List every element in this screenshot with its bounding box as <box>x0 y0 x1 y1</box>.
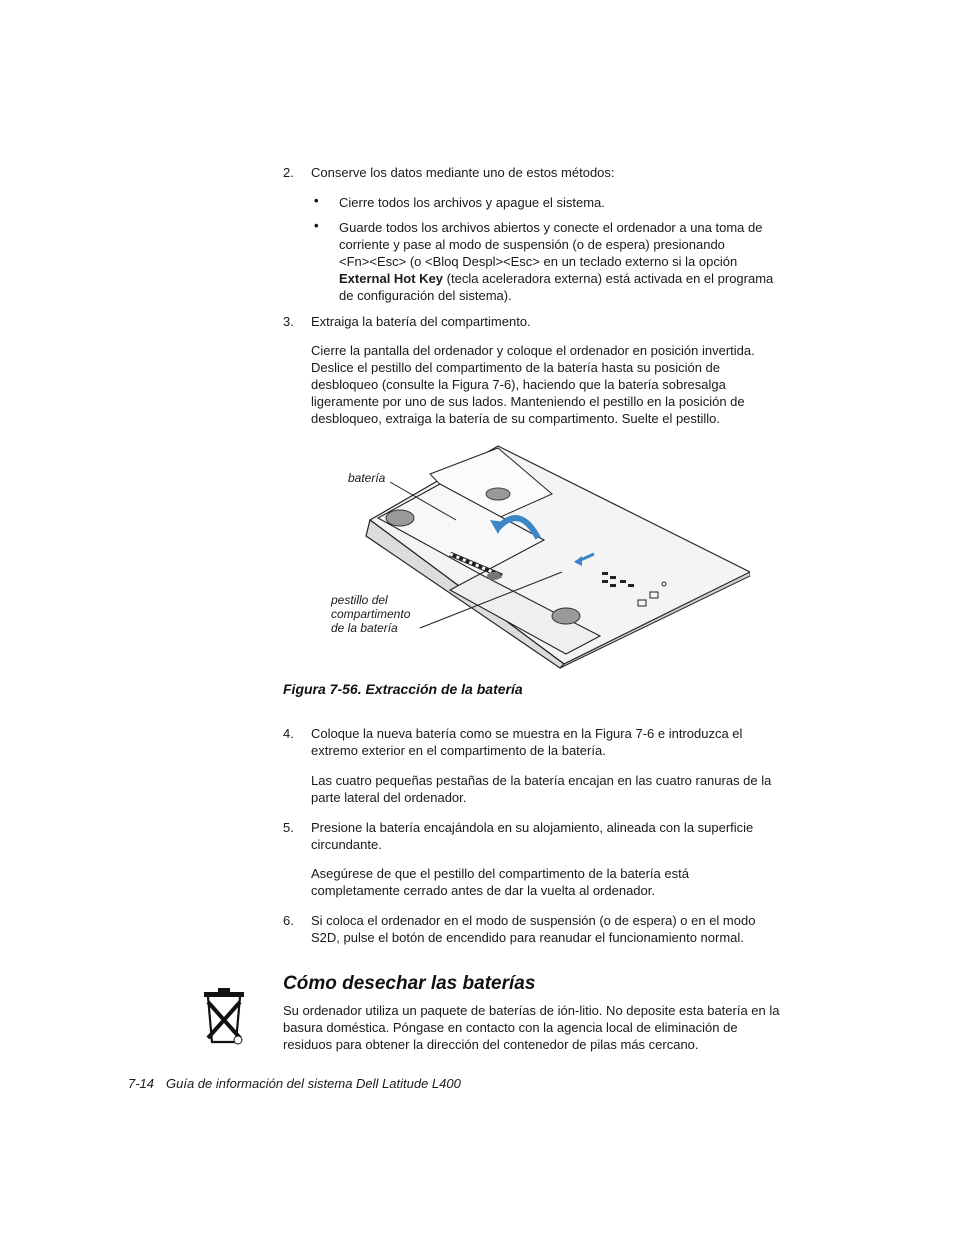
door-screw <box>486 488 510 500</box>
step-2-number: 2. <box>283 165 294 180</box>
paragraph-line: Cierre la pantalla del ordenador y coloque el ordenador en posición invertida. <box>311 343 755 358</box>
step-5-number: 5. <box>283 820 294 835</box>
paragraph-line: completamente cerrado antes de dar la vuelta al ordenador. <box>311 883 655 898</box>
step-5-line: Presione la batería encajándola en su alojamiento, alineada con la superficie <box>311 820 754 835</box>
bullet-2-after-bold: (tecla aceleradora externa) está activada en el programa <box>443 271 774 286</box>
bullet-2-text <box>339 219 819 304</box>
bullet-2-line: Guarde todos los archivos abiertos y conecte el ordenador a una toma de <box>339 220 763 235</box>
step-3-text: Extraiga la batería del compartimento. <box>311 314 531 329</box>
bullet-icon: • <box>314 193 319 208</box>
page-number: 7-14 <box>128 1076 155 1091</box>
bullet-2-line: de configuración del sistema). <box>339 288 512 303</box>
step-5-text <box>311 819 811 853</box>
battery-label: batería <box>348 471 386 485</box>
latch-label-line: compartimento <box>331 607 411 621</box>
latch-label <box>331 593 410 635</box>
step-4-text <box>311 725 811 759</box>
paragraph-line: parte lateral del ordenador. <box>311 790 467 805</box>
paragraph-line: desbloqueo, extraiga la batería de su compartimento. Suelte el pestillo. <box>311 411 721 426</box>
step-3-paragraph <box>311 342 811 427</box>
step-5-line: circundante. <box>311 837 382 852</box>
step-5-paragraph <box>311 865 811 899</box>
bullet-2-line <box>339 270 819 287</box>
step-4-line: extremo exterior en el compartimento de la batería. <box>311 743 606 758</box>
battery-removal-illustration <box>330 440 750 672</box>
figure-caption: Figura 7-56. Extracción de la batería <box>283 681 523 697</box>
paragraph-line: Deslice el pestillo del compartimento de la batería hasta su posición de <box>311 360 721 375</box>
bullet-1-text: Cierre todos los archivos y apague el sistema. <box>339 195 605 210</box>
external-hot-key-bold: External Hot Key <box>339 271 444 286</box>
paragraph-line: desbloqueo (consulte la Figura 7-6), haciendo que la batería sobresalga <box>311 377 726 392</box>
step-6-line: Si coloca el ordenador en el modo de suspensión (o de espera) o en el modo <box>311 913 756 928</box>
paragraph-line: Asegúrese de que el pestillo del compartimento de la batería está <box>311 866 689 881</box>
step-2-text: Conserve los datos mediante uno de estos métodos: <box>311 165 615 180</box>
paragraph-line: Las cuatro pequeñas pestañas de la batería encajan en las cuatro ranuras de la <box>311 773 772 788</box>
rubber-foot <box>386 510 414 526</box>
step-4-line: Coloque la nueva batería como se muestra en la Figura 7-6 e introduzca el <box>311 726 743 741</box>
step-6-number: 6. <box>283 913 294 928</box>
step-4-number: 4. <box>283 726 294 741</box>
latch-label-line: pestillo del <box>331 593 388 607</box>
step-6-text <box>311 912 811 946</box>
rubber-foot <box>552 608 580 624</box>
step-3-number: 3. <box>283 314 294 329</box>
footer-title: Guía de información del sistema Dell Latitude L400 <box>166 1076 461 1091</box>
step-4-paragraph <box>311 772 811 806</box>
section-heading: Cómo desechar las baterías <box>283 973 536 994</box>
bullet-2-line: corriente y pase al modo de suspensión (o de espera) presionando <box>339 237 725 252</box>
bullet-2-line: <Fn><Esc> (o <Bloq Despl><Esc> en un teclado externo si la opción <box>339 254 738 269</box>
latch-label-line: de la batería <box>331 621 398 635</box>
paragraph-line: basura doméstica. Póngase en contacto con la agencia local de eliminación de <box>283 1020 738 1035</box>
paragraph-line: Su ordenador utiliza un paquete de baterías de ión-litio. No deposite esta batería en la <box>283 1003 780 1018</box>
paragraph-line: residuos para obtener la dirección del contenedor de pilas más cercano. <box>283 1037 699 1052</box>
crossed-out-bin-icon <box>200 982 248 1048</box>
paragraph-line: ligeramente por uno de sus lados. Manteniendo el pestillo en la posición de <box>311 394 745 409</box>
bullet-icon: • <box>314 218 319 233</box>
disposal-paragraph <box>283 1002 823 1053</box>
step-6-line: S2D, pulse el botón de encendido para reanudar el funcionamiento normal. <box>311 930 744 945</box>
